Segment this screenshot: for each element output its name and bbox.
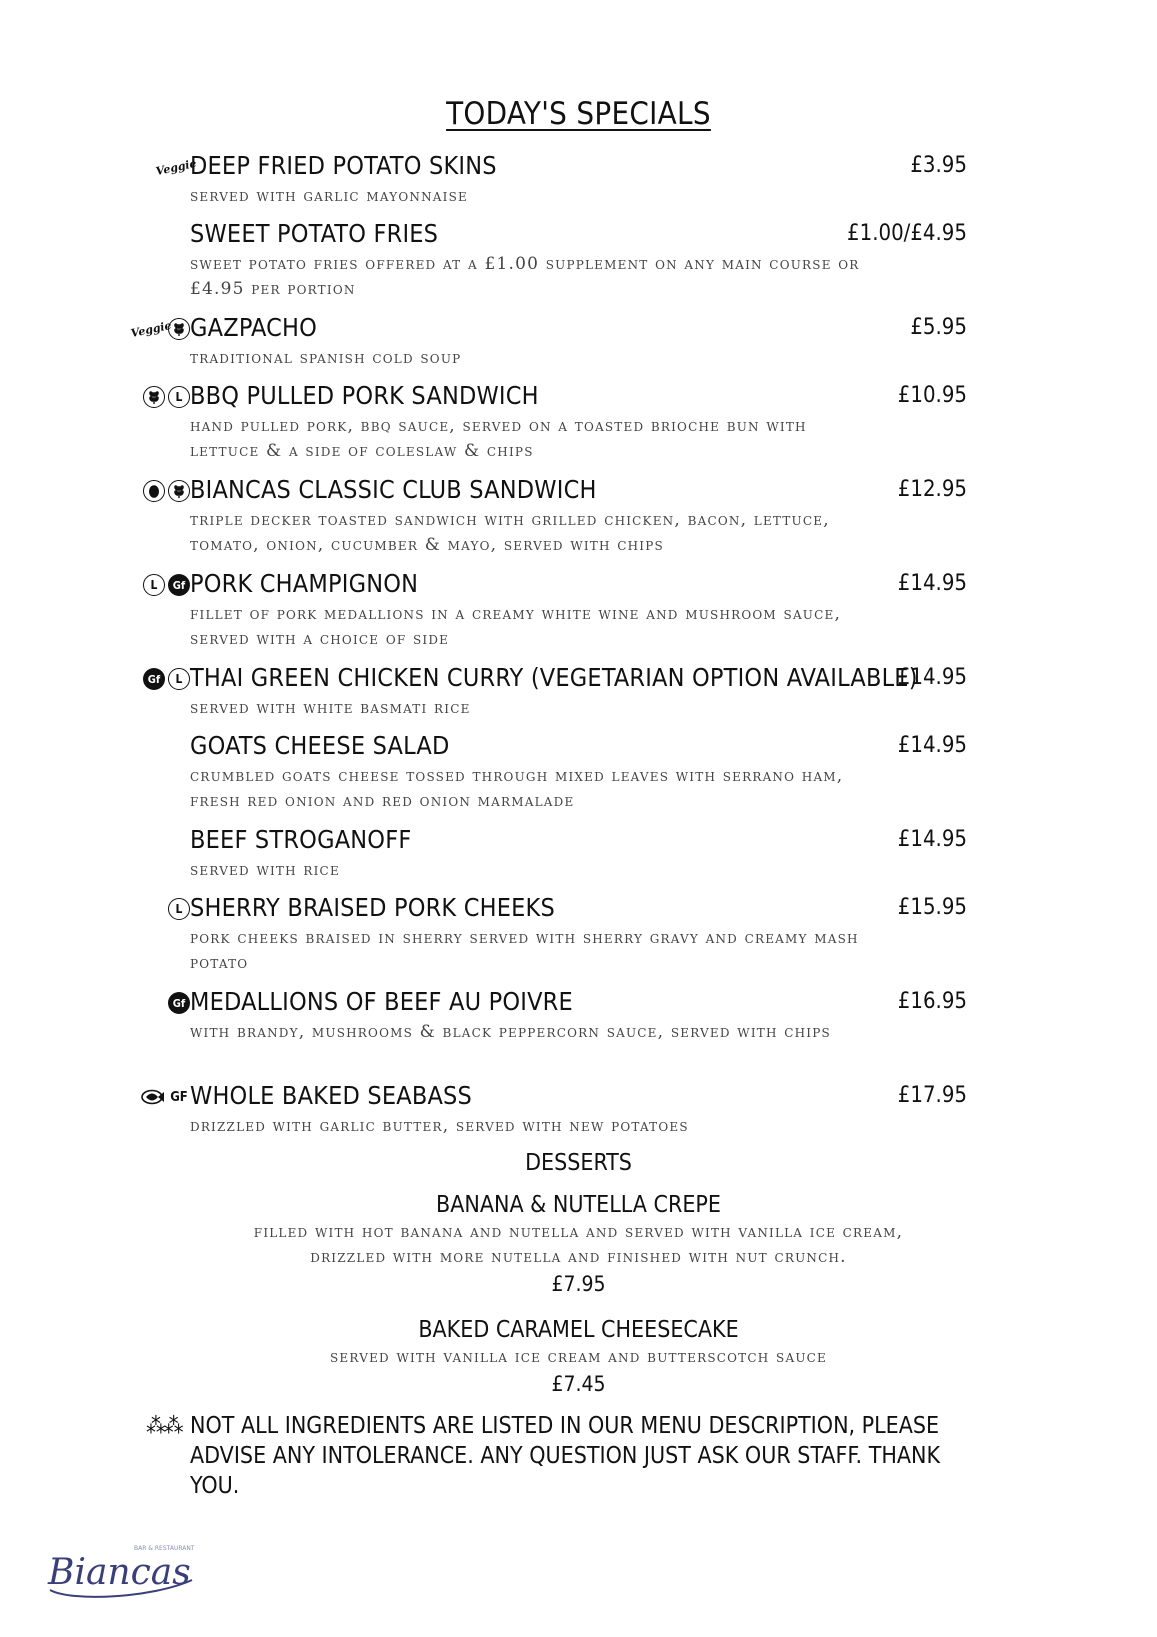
item-price: £14.95 bbox=[897, 665, 967, 690]
fish-icon bbox=[141, 1086, 165, 1108]
item-price: £17.95 bbox=[897, 1083, 967, 1108]
egg-icon bbox=[143, 480, 165, 502]
item-price: £15.95 bbox=[897, 895, 967, 920]
wheat-icon bbox=[143, 386, 165, 408]
page-title: TODAY'S SPECIALS bbox=[446, 96, 711, 132]
item-description: triple decker toasted sandwich with grilled chicken, bacon, lettuce, tomato, onion, cucumber & mayo, served with chips bbox=[190, 510, 830, 555]
gluten-free-icon: Gf bbox=[168, 992, 190, 1014]
item-description: pork cheeks braised in sherry served with sherry gravy and creamy mash potato bbox=[190, 928, 859, 973]
dietary-icons bbox=[143, 479, 190, 503]
item-name: SWEET POTATO FRIES bbox=[190, 219, 439, 248]
item-name: WHOLE BAKED SEABASS bbox=[190, 1081, 473, 1110]
item-name: GOATS CHEESE SALAD bbox=[190, 731, 450, 760]
dessert-item bbox=[0, 1315, 1157, 1398]
gf-text-icon: GF bbox=[170, 1089, 188, 1105]
lactose-icon: L bbox=[168, 898, 190, 920]
item-price: £5.95 bbox=[910, 315, 967, 340]
allergen-notice-icon: ⁂⁂ bbox=[146, 1414, 182, 1439]
item-description: hand pulled pork, bbq sauce, served on a toasted brioche bun with lettuce & a side of coleslaw & chips bbox=[190, 416, 807, 461]
item-name: BBQ PULLED PORK SANDWICH bbox=[190, 381, 539, 410]
lactose-icon: L bbox=[168, 386, 190, 408]
allergen-notice: NOT ALL INGREDIENTS ARE LISTED IN OUR MENU DESCRIPTION, PLEASE ADVISE ANY INTOLERANCE. ANY QUESTION JUST ASK OUR STAFF. THANK YOU. bbox=[190, 1413, 941, 1499]
dietary-icons bbox=[143, 385, 190, 409]
dietary-icons bbox=[141, 1085, 190, 1109]
gluten-free-icon: Gf bbox=[143, 668, 165, 690]
lactose-icon: L bbox=[143, 574, 165, 596]
logo-name: Biancas bbox=[48, 1552, 191, 1593]
lactose-icon: L bbox=[168, 668, 190, 690]
dessert-name: BANANA & NUTELLA CREPE bbox=[436, 1192, 721, 1218]
item-price: £14.95 bbox=[897, 827, 967, 852]
item-description: served with garlic mayonnaise bbox=[190, 186, 468, 206]
dessert-description: filled with hot banana and nutella and served with vanilla ice cream, bbox=[253, 1222, 904, 1242]
item-price: £3.95 bbox=[910, 153, 967, 178]
item-name: BEEF STROGANOFF bbox=[190, 825, 412, 854]
dessert-item bbox=[0, 1190, 1157, 1298]
dessert-description: drizzled with more nutella and finished with nut crunch. bbox=[310, 1247, 847, 1267]
item-description: traditional spanish cold soup bbox=[190, 348, 462, 368]
item-price: £1.00/£4.95 bbox=[847, 221, 967, 246]
dessert-price: £7.95 bbox=[551, 1272, 606, 1296]
item-name: PORK CHAMPIGNON bbox=[190, 569, 419, 598]
item-price: £10.95 bbox=[897, 383, 967, 408]
item-name: MEDALLIONS OF BEEF AU POIVRE bbox=[190, 987, 573, 1016]
item-description: served with white basmati rice bbox=[190, 698, 471, 718]
item-price: £12.95 bbox=[897, 477, 967, 502]
item-description: fillet of pork medallions in a creamy white wine and mushroom sauce, served with a choice of side bbox=[190, 604, 842, 649]
item-description: drizzled with garlic butter, served with new potatoes bbox=[190, 1116, 689, 1136]
veggie-icon: Veggie bbox=[129, 318, 173, 340]
dessert-price: £7.45 bbox=[551, 1372, 606, 1396]
item-description: with brandy, mushrooms & black peppercorn sauce, served with chips bbox=[190, 1022, 831, 1042]
desserts-heading: DESSERTS bbox=[525, 1150, 632, 1176]
item-price: £14.95 bbox=[897, 571, 967, 596]
wheat-icon bbox=[168, 480, 190, 502]
dietary-icons bbox=[168, 897, 190, 921]
biancas-logo bbox=[42, 1540, 202, 1600]
dietary-icons bbox=[143, 667, 190, 691]
gluten-free-icon: Gf bbox=[168, 574, 190, 596]
item-description: sweet potato fries offered at a £1.00 supplement on any main course or £4.95 per portion bbox=[190, 254, 860, 299]
item-name: DEEP FRIED POTATO SKINS bbox=[190, 151, 497, 180]
dessert-name: BAKED CARAMEL CHEESECAKE bbox=[418, 1317, 739, 1343]
item-description: served with rice bbox=[190, 860, 340, 880]
item-price: £14.95 bbox=[897, 733, 967, 758]
dietary-icons bbox=[168, 991, 190, 1015]
logo-tagline: BAR & RESTAURANT bbox=[134, 1545, 195, 1552]
veggie-icon: Veggie bbox=[154, 156, 198, 178]
item-name: SHERRY BRAISED PORK CHEEKS bbox=[190, 893, 555, 922]
item-name: BIANCAS CLASSIC CLUB SANDWICH bbox=[190, 475, 597, 504]
dietary-icons bbox=[143, 573, 190, 597]
dietary-icons bbox=[154, 155, 198, 179]
dessert-description: served with vanilla ice cream and butterscotch sauce bbox=[330, 1347, 827, 1367]
item-description: crumbled goats cheese tossed through mixed leaves with serrano ham, fresh red onion and red onion marmalade bbox=[190, 766, 844, 811]
item-price: £16.95 bbox=[897, 989, 967, 1014]
item-name: GAZPACHO bbox=[190, 313, 318, 342]
item-name: THAI GREEN CHICKEN CURRY (VEGETARIAN OPTION AVAILABLE) bbox=[190, 663, 918, 692]
dietary-icons bbox=[129, 317, 190, 341]
